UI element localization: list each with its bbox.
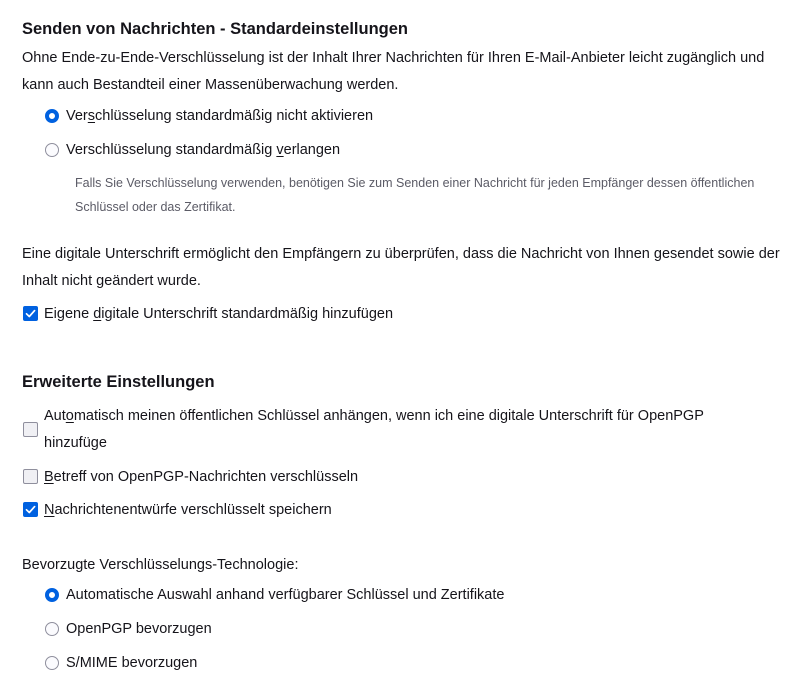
- attach-key-row[interactable]: [22, 403, 762, 457]
- encrypt-subject-label: Betreff von OpenPGP-Nachrichten verschlüsseln: [44, 469, 359, 485]
- encryption-description: Ohne Ende-zu-Ende-Verschlüsselung ist der Inhalt Ihrer Nachrichten für Ihren E-Mail-Anbieter leicht zugänglich und kann auch Bestandteil einer Massenüberwachung werden.: [22, 50, 765, 93]
- technology-heading: Bevorzugte Verschlüsselungs-Technologie:: [22, 557, 299, 573]
- radio-tech-automatic[interactable]: [45, 588, 59, 602]
- checkmark-icon: [25, 504, 36, 515]
- signature-description: Eine digitale Unterschrift ermöglicht den Empfängern zu überprüfen, dass die Nachricht von Ihnen gesendet sowie der Inhalt nicht geändert wurde.: [22, 246, 780, 289]
- sending-defaults-heading: Senden von Nachrichten - Standardeinstellungen: [22, 20, 408, 38]
- encrypt-subject-checkbox[interactable]: [23, 469, 38, 484]
- signature-default-label: Eigene digitale Unterschrift standardmäßig hinzufügen: [44, 306, 394, 322]
- signature-default-checkbox[interactable]: [23, 306, 38, 321]
- attach-key-checkbox[interactable]: [23, 422, 38, 437]
- encrypt-drafts-label: Nachrichtenentwürfe verschlüsselt speichern: [44, 502, 332, 518]
- radio-encryption-disabled-label: Verschlüsselung standardmäßig nicht aktivieren: [66, 108, 374, 124]
- radio-tech-smime-label: S/MIME bevorzugen: [66, 655, 198, 671]
- radio-tech-smime-row[interactable]: [44, 652, 344, 674]
- attach-key-label: Automatisch meinen öffentlichen Schlüssel anhängen, wenn ich eine digitale Unterschrift für OpenPGP hinzufüge: [44, 408, 704, 451]
- encrypt-subject-row[interactable]: [22, 466, 402, 488]
- radio-tech-openpgp-label: OpenPGP bevorzugen: [66, 621, 212, 637]
- radio-encryption-required[interactable]: [45, 143, 59, 157]
- signature-default-row[interactable]: [22, 303, 442, 325]
- radio-tech-smime[interactable]: [45, 656, 59, 670]
- radio-encryption-required-label: Verschlüsselung standardmäßig verlangen: [66, 142, 341, 158]
- checkmark-icon: [25, 308, 36, 319]
- encrypt-drafts-checkbox[interactable]: [23, 502, 38, 517]
- radio-tech-openpgp-row[interactable]: [44, 618, 344, 640]
- radio-tech-automatic-row[interactable]: [44, 584, 544, 606]
- advanced-settings-heading: Erweiterte Einstellungen: [22, 373, 215, 391]
- radio-encryption-disabled-row[interactable]: [44, 105, 444, 127]
- encryption-required-hint: Falls Sie Verschlüsselung verwenden, benötigen Sie zum Senden einer Nachricht für jeden Empfänger dessen öffentlichen Schlüssel oder das Zertifikat.: [75, 176, 755, 214]
- radio-encryption-required-row[interactable]: [44, 139, 444, 161]
- radio-tech-automatic-label: Automatische Auswahl anhand verfügbarer Schlüssel und Zertifikate: [66, 587, 505, 603]
- radio-tech-openpgp[interactable]: [45, 622, 59, 636]
- radio-encryption-disabled[interactable]: [45, 109, 59, 123]
- encrypt-drafts-row[interactable]: [22, 499, 402, 521]
